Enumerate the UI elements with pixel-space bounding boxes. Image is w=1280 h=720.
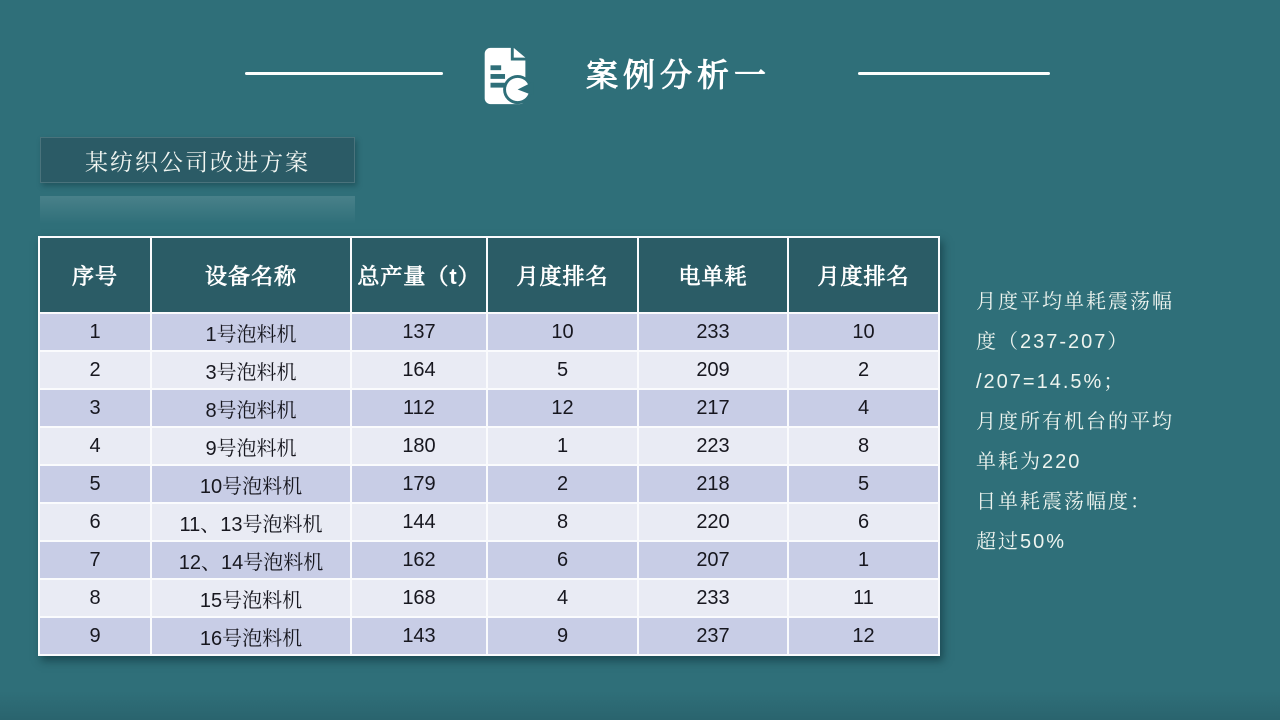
table-row: [39, 313, 939, 351]
decorative-line-right: [858, 72, 1050, 75]
table-cell: 5: [788, 465, 939, 503]
table-row: [39, 389, 939, 427]
table-header-cell: 序号: [39, 237, 151, 313]
page-title: 案例分析一: [586, 57, 772, 93]
table-cell: 10: [788, 313, 939, 351]
table-cell: 10号泡料机: [151, 465, 351, 503]
table-cell: 8: [788, 427, 939, 465]
table-cell: 7: [39, 541, 151, 579]
table-cell: 6: [487, 541, 638, 579]
table-cell: 4: [487, 579, 638, 617]
table-cell: 233: [638, 313, 788, 351]
table-cell: 137: [351, 313, 487, 351]
table-cell: 112: [351, 389, 487, 427]
table-cell: 143: [351, 617, 487, 655]
decorative-line-left: [245, 72, 443, 75]
table-cell: 5: [39, 465, 151, 503]
table-cell: 3号泡料机: [151, 351, 351, 389]
notes-line: 月度所有机台的平均: [976, 411, 1174, 433]
table-cell: 179: [351, 465, 487, 503]
table-header-cell: 总产量（t）: [351, 237, 487, 313]
equipment-table: [38, 236, 940, 656]
table-cell: 12、14号泡料机: [151, 541, 351, 579]
table-cell: 11: [788, 579, 939, 617]
table-cell: 9: [487, 617, 638, 655]
table-cell: 220: [638, 503, 788, 541]
table-cell: 180: [351, 427, 487, 465]
table-cell: 1号泡料机: [151, 313, 351, 351]
table-cell: 12: [788, 617, 939, 655]
table-header-cell: 设备名称: [151, 237, 351, 313]
table-cell: 237: [638, 617, 788, 655]
table-cell: 207: [638, 541, 788, 579]
table-cell: 12: [487, 389, 638, 427]
table-row: [39, 465, 939, 503]
table-cell: 223: [638, 427, 788, 465]
table-cell: 16号泡料机: [151, 617, 351, 655]
table-cell: 8: [487, 503, 638, 541]
table-cell: 168: [351, 579, 487, 617]
table-cell: 2: [39, 351, 151, 389]
table-cell: 144: [351, 503, 487, 541]
table-row: [39, 351, 939, 389]
table-cell: 15号泡料机: [151, 579, 351, 617]
table-cell: 1: [788, 541, 939, 579]
table-cell: 4: [39, 427, 151, 465]
table-cell: 6: [39, 503, 151, 541]
table-cell: 11、13号泡料机: [151, 503, 351, 541]
table-cell: 162: [351, 541, 487, 579]
table-header-row: [39, 237, 939, 313]
table-cell: 8号泡料机: [151, 389, 351, 427]
notes-line: 度（237-207）: [976, 331, 1130, 353]
notes-block: [976, 282, 1266, 562]
table-cell: 1: [487, 427, 638, 465]
notes-line: 日单耗震荡幅度：: [976, 491, 1152, 513]
notes-line: 单耗为220: [976, 451, 1082, 473]
table-cell: 5: [487, 351, 638, 389]
table-cell: 2: [487, 465, 638, 503]
table-cell: 164: [351, 351, 487, 389]
document-chart-icon: [475, 44, 537, 106]
section-label-reflection: [40, 196, 355, 224]
table-cell: 209: [638, 351, 788, 389]
table-cell: 1: [39, 313, 151, 351]
table-row: [39, 617, 939, 655]
table-cell: 217: [638, 389, 788, 427]
table-cell: 3: [39, 389, 151, 427]
table-cell: 10: [487, 313, 638, 351]
table-cell: 218: [638, 465, 788, 503]
section-label: 某纺织公司改进方案: [85, 148, 310, 175]
table-cell: 233: [638, 579, 788, 617]
table-cell: 2: [788, 351, 939, 389]
table-header-cell: 月度排名: [788, 237, 939, 313]
table-cell: 6: [788, 503, 939, 541]
table-cell: 4: [788, 389, 939, 427]
table-cell: 9号泡料机: [151, 427, 351, 465]
table-row: [39, 541, 939, 579]
section-label-box: [40, 137, 355, 183]
table-header-cell: 月度排名: [487, 237, 638, 313]
notes-line: 月度平均单耗震荡幅: [976, 291, 1174, 313]
table-cell: 9: [39, 617, 151, 655]
table-header-cell: 电单耗: [638, 237, 788, 313]
notes-line: 超过50%: [976, 531, 1067, 553]
notes-line: /207=14.5%；: [976, 371, 1126, 393]
table-row: [39, 427, 939, 465]
table-row: [39, 579, 939, 617]
table-row: [39, 503, 939, 541]
table-cell: 8: [39, 579, 151, 617]
